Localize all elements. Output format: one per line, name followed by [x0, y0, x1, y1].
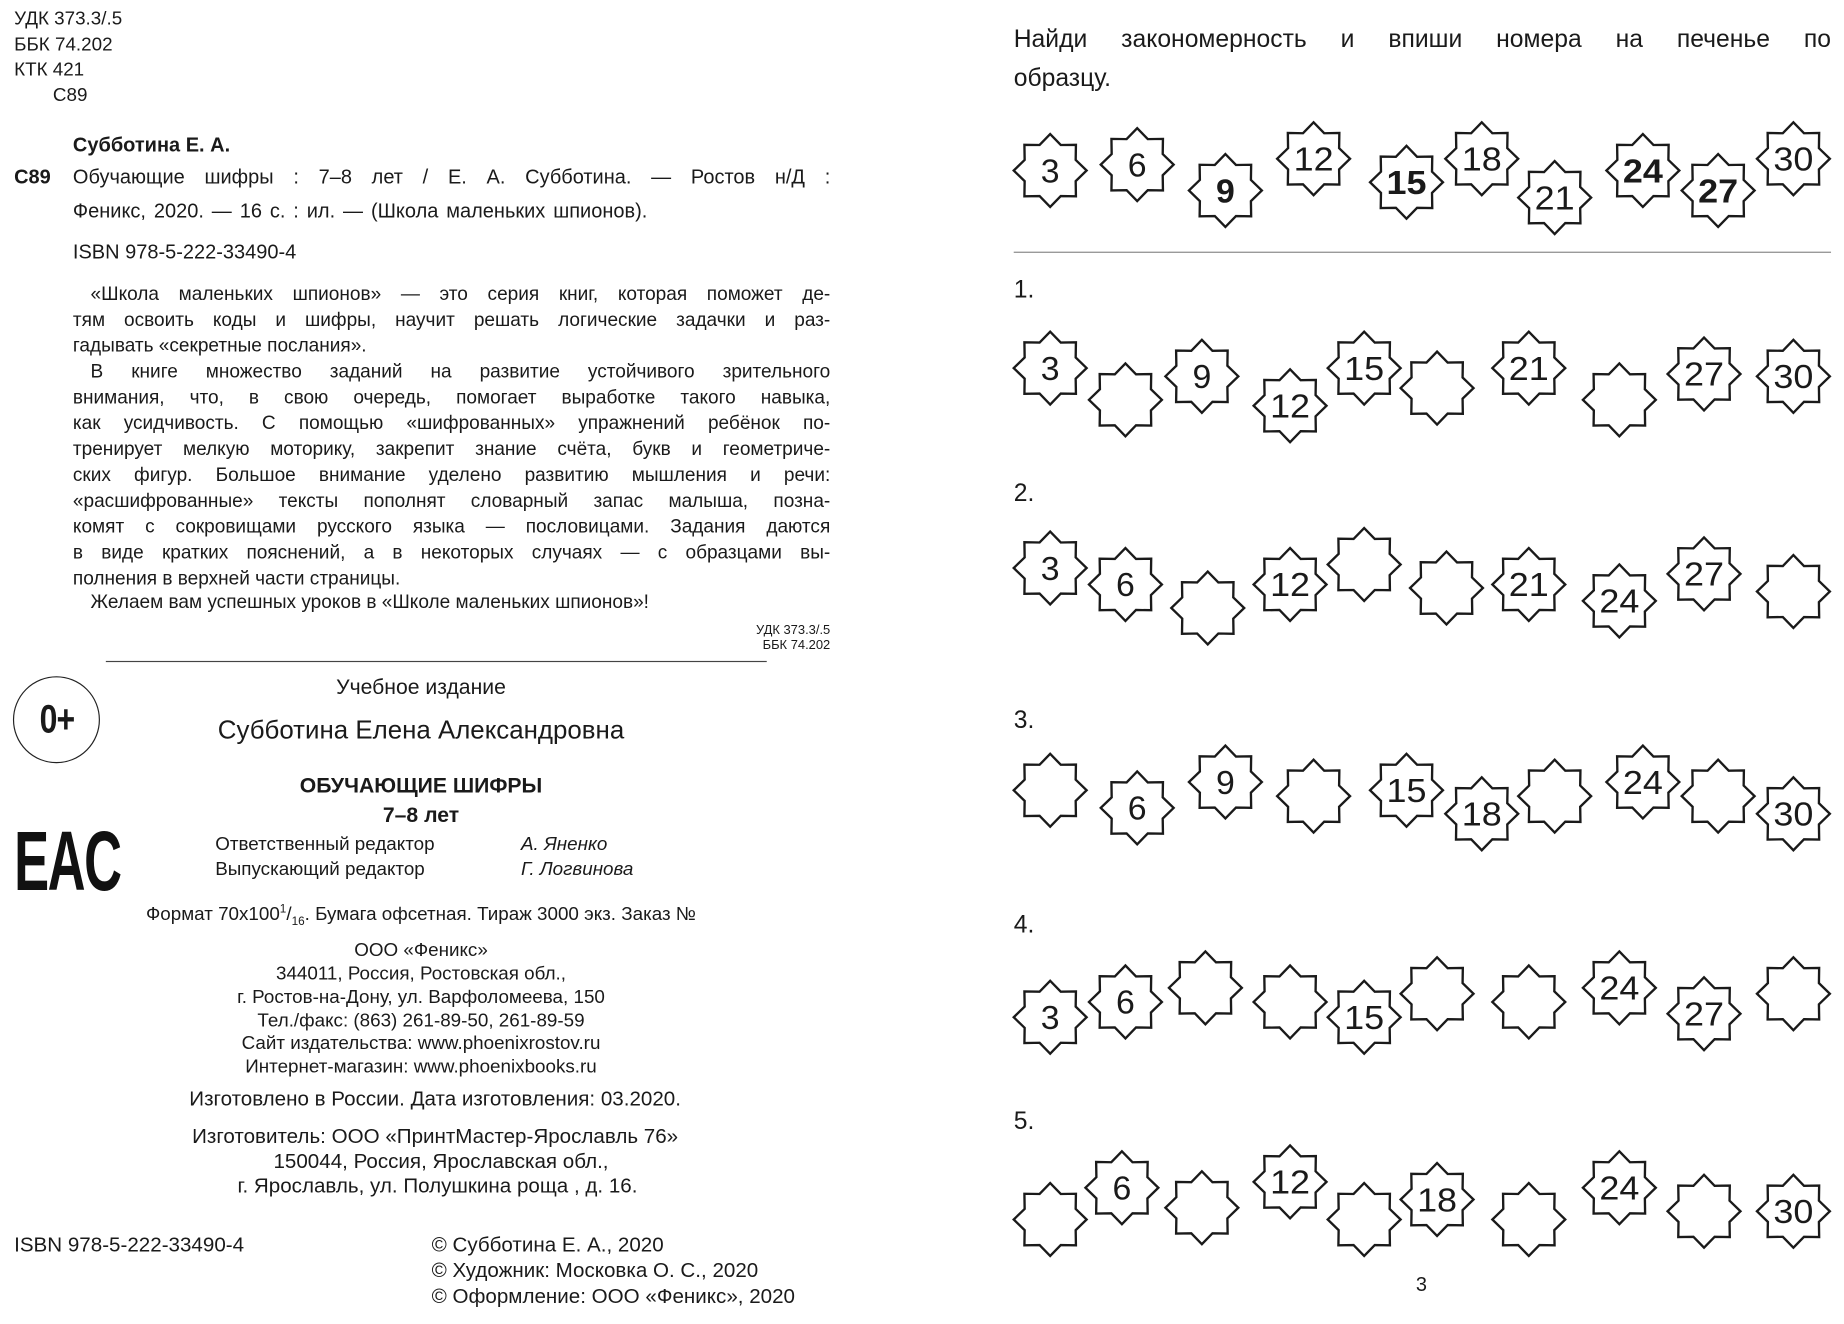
exercise-label: 2.: [1013, 479, 1035, 507]
cookie-star-filled: [1165, 340, 1238, 413]
star-shape-icon: [1757, 555, 1830, 628]
page-number: 3: [1415, 1273, 1428, 1296]
star-number: 3: [1040, 999, 1060, 1036]
instruction-line: Найди закономерность и впиши номера на печенье по: [1013, 25, 1832, 53]
cookie-star-filled: [1328, 981, 1401, 1054]
cookie-star-filled: [1492, 332, 1565, 405]
annotation-line: ских фигур. Большое внимание уделено развитию мышления и речи:: [72, 464, 831, 486]
cookie-star-filled: [1668, 977, 1741, 1050]
star-number: 21: [1534, 179, 1575, 217]
udk-code: УДК 373.3/.5: [14, 9, 123, 30]
star-number: 30: [1773, 358, 1814, 396]
star-shape-icon: [1328, 528, 1401, 601]
publisher-line: Интернет-магазин: www.phoenixbooks.ru: [245, 1057, 597, 1078]
publisher-line: 344011, Россия, Ростовская обл.,: [275, 964, 567, 985]
editor-role: Выпускающий редактор: [215, 859, 425, 880]
cookie-star-filled: [1089, 965, 1162, 1038]
publisher-line: г. Ростов-на-Дону, ул. Варфоломеева, 150: [237, 987, 605, 1008]
eac-logo: [14, 814, 121, 910]
star-number: 18: [1461, 795, 1502, 833]
divider: [1014, 252, 1831, 253]
cookie-star-empty[interactable]: [1014, 754, 1087, 827]
cookie-star-filled: [1014, 134, 1087, 207]
manufacturer-line: г. Ярославль, ул. Полушкина роща , д. 16.: [237, 1173, 638, 1198]
cookie-star-filled: [1492, 548, 1565, 621]
cookie-star-filled: [1583, 1151, 1656, 1224]
star-number: 15: [1386, 772, 1427, 810]
cookie-star-filled: [1370, 146, 1443, 219]
star-number: 27: [1698, 172, 1739, 210]
cookie-star-empty[interactable]: [1401, 352, 1474, 425]
cookie-star-filled: [1254, 369, 1327, 442]
cookie-star-filled: [1757, 1175, 1830, 1248]
star-shape-icon: [1169, 951, 1242, 1024]
book-title: ОБУЧАЮЩИЕ ШИФРЫ: [299, 773, 543, 798]
cookie-star-filled: [1583, 564, 1656, 637]
star-shape-icon: [1277, 760, 1350, 833]
star-number: 24: [1622, 763, 1663, 801]
star-number: 30: [1773, 1193, 1814, 1231]
cookie-star-filled: [1401, 1163, 1474, 1236]
cookie-star-filled: [1014, 981, 1087, 1054]
star-number: 30: [1773, 140, 1814, 178]
cookie-star-empty[interactable]: [1682, 760, 1755, 833]
star-shape-icon: [1518, 760, 1591, 833]
star-number: 24: [1599, 1169, 1640, 1207]
cookie-star-filled: [1328, 332, 1401, 405]
annotation-line: «Школа маленьких шпионов» — это серия книг, которая поможет де-: [90, 283, 831, 305]
cookie-star-empty[interactable]: [1254, 965, 1327, 1038]
cookie-star-filled: [1518, 161, 1591, 234]
star-number: 12: [1293, 140, 1334, 178]
star-shape-icon: [1492, 965, 1565, 1038]
bib-line: Феникс, 2020. — 16 с. : ил. — (Школа маленьких шпионов).: [72, 199, 648, 223]
annotation-line: внимания, что, в свою очередь, помогает выработке такого навыка,: [72, 386, 831, 409]
star-number: 30: [1773, 795, 1814, 833]
age-rating-badge: [13, 676, 100, 763]
cookie-star-filled: [1757, 340, 1830, 413]
isbn: ISBN 978-5-222-33490-4: [72, 241, 297, 264]
cookie-star-empty[interactable]: [1328, 528, 1401, 601]
format-sub: 16: [291, 915, 305, 929]
cookie-star-filled: [1445, 777, 1518, 850]
format-prefix: Формат 70x100: [145, 904, 280, 925]
cookie-star-filled: [1101, 128, 1174, 201]
star-shape-icon: [1171, 572, 1244, 645]
cookie-star-empty[interactable]: [1492, 965, 1565, 1038]
ktk-code: КТК 421: [14, 59, 85, 80]
cookie-star-filled: [1189, 154, 1262, 227]
age-rating-text: 0+: [39, 696, 74, 742]
star-shape-icon: [1254, 965, 1327, 1038]
cookie-star-filled: [1014, 532, 1087, 605]
star-shape-icon: [1165, 1171, 1238, 1244]
star-number: 9: [1192, 358, 1212, 396]
cookie-star-filled: [1370, 754, 1443, 827]
bbk-code: ББК 74.202: [14, 35, 113, 56]
cookie-star-filled: [1189, 746, 1262, 819]
star-number: 27: [1684, 355, 1725, 393]
star-shape-icon: [1757, 957, 1830, 1030]
star-shape-icon: [1089, 363, 1162, 436]
cookie-star-filled: [1014, 332, 1087, 405]
cookie-star-empty[interactable]: [1668, 1175, 1741, 1248]
cookie-star-empty[interactable]: [1165, 1171, 1238, 1244]
star-number: 27: [1684, 995, 1725, 1033]
star-shape-icon: [1401, 352, 1474, 425]
star-number: 15: [1344, 999, 1385, 1036]
cookie-star-empty[interactable]: [1014, 1183, 1087, 1256]
cookie-star-empty[interactable]: [1583, 363, 1656, 436]
editor-name: А. Яненко: [520, 834, 608, 855]
annotation-line: комят с сокровищами русского языка — пословицами. Задания даются: [72, 516, 831, 538]
cookie-star-filled: [1757, 777, 1830, 850]
star-number: 9: [1215, 172, 1235, 210]
annotation-line: В книге множество заданий на развитие устойчивого зрительного: [90, 361, 831, 383]
star-number: 6: [1116, 566, 1135, 604]
eac-mark-text: EAC: [14, 814, 121, 910]
cookie-star-empty[interactable]: [1410, 552, 1483, 625]
cookie-star-filled: [1445, 122, 1518, 195]
cookie-star-filled: [1606, 746, 1679, 819]
copyright-line: © Субботина Е. А., 2020: [431, 1232, 664, 1256]
star-number: 9: [1215, 763, 1235, 801]
star-shape-icon: [1682, 760, 1755, 833]
small-udk: УДК 373.3/.5: [755, 623, 831, 638]
publisher-line: Тел./факс: (863) 261-89-50, 261-89-59: [257, 1011, 585, 1032]
cookie-star-filled: [1101, 771, 1174, 844]
exercise-label: 4.: [1013, 911, 1035, 939]
manufacturer-line: Изготовитель: ООО «ПринтМастер-Ярославль 76»: [192, 1124, 679, 1148]
cookie-star-empty[interactable]: [1277, 760, 1350, 833]
star-number: 12: [1270, 1163, 1311, 1201]
star-number: 12: [1270, 387, 1311, 425]
star-shape-icon: [1410, 552, 1483, 625]
made-in: Изготовлено в России. Дата изготовления: 03.2020.: [189, 1086, 681, 1111]
cookie-star-empty[interactable]: [1401, 957, 1474, 1030]
star-number: 3: [1040, 152, 1060, 190]
star-number: 6: [1127, 146, 1147, 184]
exercise-label: 5.: [1013, 1107, 1035, 1135]
cookie-star-filled: [1583, 951, 1656, 1024]
cookie-star-filled: [1254, 1145, 1327, 1218]
format-line: Формат $70x100^1/_{16}$. Бумага офсетная. Тираж 3000 экз. Заказ №: [145, 903, 697, 929]
author-mark: С89: [52, 85, 88, 106]
star-shape-icon: [1014, 1183, 1087, 1256]
star-number: 6: [1127, 789, 1147, 827]
star-number: 12: [1270, 566, 1311, 604]
call-code: С89: [14, 165, 51, 189]
exercise-label: 3.: [1013, 706, 1035, 734]
isbn-bottom: ISBN 978-5-222-33490-4: [14, 1232, 245, 1256]
annotation-line: в виде кратких пояснений, а в некоторых случаях — с образцами вы-: [72, 542, 831, 564]
copyright-line: © Оформление: ООО «Феникс», 2020: [431, 1284, 795, 1308]
cookie-star-filled: [1085, 1151, 1158, 1224]
star-number: 3: [1040, 549, 1060, 587]
star-number: 15: [1386, 164, 1427, 202]
exercise-label: 1.: [1013, 276, 1035, 304]
small-bbk: ББК 74.202: [762, 638, 831, 653]
annotation-line: тям освоить коды и шифры, научит решать логические задачки и раз-: [72, 309, 831, 331]
star-shape-icon: [1014, 754, 1087, 827]
format-sup: 1: [279, 903, 287, 917]
format-suffix: . Бумага офсетная. Тираж 3000 экз. Заказ №: [304, 904, 697, 925]
star-shape-icon: [1668, 1175, 1741, 1248]
star-number: 24: [1622, 152, 1664, 190]
star-shape-icon: [1583, 363, 1656, 436]
author-full-name: Субботина Елена Александровна: [217, 715, 625, 745]
star-number: 6: [1116, 983, 1135, 1021]
star-shape-icon: [1492, 1183, 1565, 1256]
star-shape-icon: [1328, 1183, 1401, 1256]
star-shape-icon: [1401, 957, 1474, 1030]
star-number: 24: [1599, 969, 1640, 1007]
annotation-line: гадывать «секретные послания».: [72, 335, 367, 357]
cookie-star-filled: [1606, 134, 1679, 207]
copyright-line: © Художник: Московка О. С., 2020: [431, 1258, 759, 1282]
cookie-star-filled: [1668, 537, 1741, 610]
cookie-star-empty[interactable]: [1757, 957, 1830, 1030]
cookie-star-empty[interactable]: [1328, 1183, 1401, 1256]
annotation-line: тренирует мелкую моторику, закрепит знание счёта, букв и геометриче-: [72, 438, 831, 460]
cookie-star-empty[interactable]: [1171, 572, 1244, 645]
annotation-line: как усидчивость. С помощью «шифрованных» упражнений ребёнок по-: [72, 412, 831, 434]
annotation-line: «расшифрованные» тексты пополнят словарный запас малыша, позна-: [72, 490, 831, 512]
star-number: 18: [1461, 140, 1502, 178]
publisher-line: Сайт издательства: www.phoenixrostov.ru: [241, 1033, 601, 1054]
edition-type: Учебное издание: [336, 675, 506, 699]
cookie-star-empty[interactable]: [1492, 1183, 1565, 1256]
editor-name: Г. Логвинова: [520, 859, 634, 880]
cookie-star-empty[interactable]: [1089, 363, 1162, 436]
star-number: 21: [1508, 566, 1549, 604]
star-number: 6: [1112, 1169, 1132, 1207]
star-number: 27: [1684, 555, 1725, 593]
divider: [106, 661, 767, 662]
cookie-star-filled: [1682, 154, 1755, 227]
manufacturer-line: 150044, Россия, Ярославская обл.,: [273, 1148, 609, 1173]
annotation-line: полнения в верхней части страницы.: [72, 568, 401, 590]
publisher-line: ООО «Феникс»: [354, 940, 488, 961]
annotation-line: Желаем вам успешных уроков в «Школе маленьких шпионов»!: [90, 591, 649, 613]
editor-role: Ответственный редактор: [215, 834, 435, 855]
cookie-star-filled: [1254, 548, 1327, 621]
star-number: 3: [1040, 349, 1060, 387]
instruction-line: образцу.: [1013, 64, 1111, 92]
cookie-star-filled: [1668, 338, 1741, 411]
cookie-star-empty[interactable]: [1518, 760, 1591, 833]
star-number: 21: [1508, 349, 1549, 387]
bib-line: Обучающие шифры : 7–8 лет / Е. А. Субботина. — Ростов н/Д :: [72, 165, 831, 189]
cookie-star-empty[interactable]: [1757, 555, 1830, 628]
star-number: 24: [1599, 582, 1640, 620]
author-heading: Субботина Е. А.: [72, 134, 231, 157]
cookie-star-filled: [1089, 548, 1162, 621]
cookie-star-filled: [1757, 122, 1830, 195]
star-number: 15: [1344, 349, 1385, 387]
book-subtitle: 7–8 лет: [382, 803, 460, 827]
star-number: 18: [1417, 1181, 1458, 1219]
cookie-star-empty[interactable]: [1169, 951, 1242, 1024]
cookie-star-filled: [1277, 122, 1350, 195]
